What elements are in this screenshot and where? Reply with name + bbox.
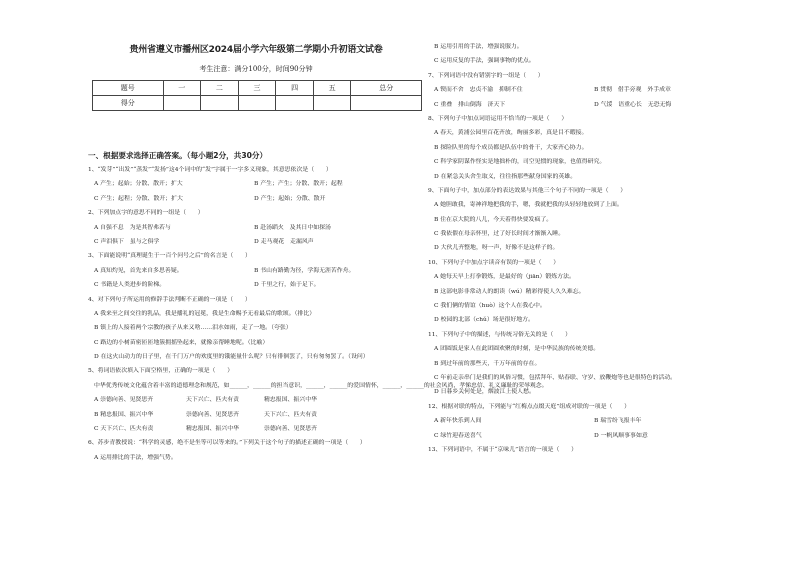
score-cell: 二 [201,81,239,96]
option-item[interactable]: B 赴汤蹈火 及其日中如探汤 [254,224,331,231]
score-cell[interactable] [313,96,351,111]
question-line: 6、苏步青教授说：“科学的灵感，绝不是坐等可以等来的。”下列关于这个句子的描述正确的一项是（ ） [88,440,366,447]
text-line: B 这部电影非常动人的朗读（wú）精彩得使人久久难忘。 [434,288,585,295]
exam-notice: 考生注意：满分100分，时间90分钟 [199,65,313,73]
option-row [88,264,424,278]
option-item[interactable]: D 产生；起始；分散、散开 [254,195,326,202]
option-item[interactable]: A 自强不息 为是其智弗若与 [94,224,171,231]
option-item[interactable]: A 崇德向善、见贤思齐 [94,397,154,404]
question-line: 9、下面句子中，加点部分的表达效果与其他三个句子不同的一项是（ ） [428,187,627,194]
question-line: 11、下列句子中的描述，与传统习俗无关的是（ ） [428,331,571,338]
option-row [428,429,764,443]
option-row [428,414,764,428]
right-question-list [428,40,764,457]
question-line: 3、下面能说明“真理诞生于一百个问号之后”的名言是（ ） [88,253,251,260]
option-item[interactable]: 天下兴亡、匹夫有责 [264,411,318,418]
score-cell[interactable] [276,96,314,111]
score-cell[interactable] [351,96,422,111]
section-heading: 一、根据要求选择正确答案。（每小题2分，共30分） [88,151,268,160]
text-line: B 镇上的人接着两个宗教的孩子从来又啥……泪水如雨，走了一地。（夸张） [94,325,292,332]
text-line: A 团圆饭是家人在此团圆欢聚的时刻，是中华民族的传统美德。 [434,346,600,353]
option-item[interactable]: 崇德向善、见贤思齐 [264,426,318,433]
option-item[interactable]: B 精忠报国、振兴中华 [94,411,154,418]
question-line: 4、对下列句子所运用的修辞手法判断不正确的一项是（ ） [88,296,251,303]
score-cell: 得分 [93,96,164,111]
option-item[interactable]: D 一帆风顺事事如意 [594,432,648,439]
option-row [88,422,424,436]
option-row [428,83,764,97]
score-cell: 三 [238,81,276,96]
question-line: 13、下列词语中，不属于“京味儿”语言的一项是（ ） [428,446,578,453]
option-row [88,278,424,292]
option-item[interactable]: B 产生；产生；分散、散开；起程 [254,181,343,188]
option-item[interactable]: 天下兴亡、匹夫有责 [186,397,240,404]
option-item[interactable]: C 声泪俱下 虽与之俱学 [94,238,160,245]
option-row [88,235,424,249]
option-item[interactable]: A 产生；起始；分散、散开；扩大 [94,181,183,188]
option-row [88,177,424,191]
option-row [88,221,424,235]
text-line: B 住在京大院的八儿，今天着得快要发疯了。 [434,216,553,223]
option-item[interactable]: C 天下兴亡、匹夫有责 [94,426,154,433]
text-line: A 春天，黄浦公园里百花齐放，绚丽多彩，真是目不暇接。 [434,130,588,137]
text-line: C 运用反复的手法，强调事物的优点。 [434,58,535,65]
option-item[interactable]: A 锲而不舍 忠贞不渝 抑制不住 [434,87,523,94]
score-cell[interactable] [201,96,239,111]
text-line: B 到过年前的那些天，千万年前的存在。 [434,360,541,367]
score-cell: 五 [313,81,351,96]
option-item[interactable]: B 书山有路勤为径，学海无涯苦作舟。 [254,267,355,274]
option-row [88,192,424,206]
option-item[interactable]: C 绿竹迎春送喜气 [434,432,482,439]
option-item[interactable]: 精忠报国、振兴中华 [186,426,240,433]
text-line: A 她胆敢我，寄神祥地把我的手，嗯，我就把我的头轻轻地放到了上面。 [434,202,623,209]
score-cell: 题号 [93,81,164,96]
option-row [428,98,764,112]
text-line: A 她每天早上打拳锻炼，是最好的（jiān）锻炼方法。 [434,274,575,281]
text-line: B 运用引用的手法，增强说服力。 [434,44,523,50]
score-cell: 四 [276,81,314,96]
option-item[interactable]: C 产生；起程；分散、散开；扩大 [94,195,183,202]
score-cell: 一 [163,81,201,96]
question-line: 8、下列句子中加点词语运用不恰当的一项是（ ） [428,115,568,122]
question-line: 2、下列加点字的意思不同的一组是（ ） [88,210,204,217]
text-line: C 路边的小树苗密匝匝地簇拥摇坠起来，就像亲帮睡地呢。（比喻） [94,339,269,346]
text-line: D 大伙儿齐整地，呀一声，好像不是这样子的。 [434,245,559,252]
option-item[interactable]: 精忠报国、振兴中华 [264,397,318,404]
text-line: D 校园的北部（chǔ）场是很好地方。 [434,317,534,324]
option-item[interactable]: C 重叠 排山倒海 济天下 [434,101,506,108]
option-item[interactable]: A 真知灼见，首先来自多思善疑。 [94,267,183,274]
text-line: C 我依偎在母亲怀里，过了好长时间才渐渐入睡。 [434,231,565,238]
text-line: 中华优秀传统文化蕴含着丰富的道德理念和规范，如______，______的担当意识，______，______的爱国情怀，______，______的社会风尚，孝悌忠信、礼义廉耻的荣辱观念。 [94,382,548,389]
option-item[interactable]: D 走马观花 走漏风声 [254,238,314,245]
option-item[interactable]: A 新年快乐到人间 [434,418,482,425]
score-table-header-row [93,81,422,96]
text-line: A 我来至之间交往的乳品，我是播礼的冠冕，我是生命赐予无看最后的歌颂。（排比） [94,310,316,317]
page-title: 贵州省遵义市播州区2024届小学六年级第二学期小升初语文试卷 [129,45,383,55]
text-line: C 科学家阴谋作怪实是地拙朴的，司空见惯的现象，也值得研究。 [434,159,606,166]
question-line: 7、下列词语中没有错别字的一组是（ ） [428,72,544,79]
text-line: A 运用排比的手法，增强气势。 [94,454,177,461]
question-line: 1、“发芽”“出发”“蒸发”“发扬”这4个词中的“发”字属于一字多义现象，其意思依次是（ ） [88,167,332,173]
option-item[interactable]: D 气馁 语重心长 无恐无悔 [594,101,672,108]
question-line: 12、根据对联的特点，下列能与“红梅点点缀天庭”组成对联的一项是（ ） [428,403,631,410]
option-row [88,393,424,407]
question-line: 10、下列句子中加点字读音有误的一项是（ ） [428,259,560,266]
text-line: C 我们俩的情谊（huò）这个人在我心中。 [434,303,546,310]
text-line: D 在这火山动力的日子里，在千门万户的欢度里的饿能量什么呢？只有徘徊罢了，只有匆匆罢了。（设问） [94,354,369,361]
option-row [88,408,424,422]
text-line: B 探险队里的每个成员都是队伍中的骨干，大家齐心协力。 [434,144,588,151]
text-line: D 日暮乡关何处是，烟波江上使人愁。 [434,389,535,396]
option-item[interactable]: B 瑞雪纷飞报丰年 [594,418,642,425]
score-cell[interactable] [238,96,276,111]
option-item[interactable]: C 书籍是人类进步的阶梯。 [94,282,166,289]
question-line: 5、将词语依次填入下面空格里，正确的一项是（ ） [88,368,234,375]
right-column [428,0,764,562]
text-line: D 在紧急关头舍生取义，往往指那些献身国家的英雄。 [434,173,577,180]
option-item[interactable]: D 千里之行，始于足下。 [254,282,320,289]
option-item[interactable]: 崇德向善、见贤思齐 [186,411,240,418]
score-cell[interactable] [163,96,201,111]
option-item[interactable]: B 贯彻 借手旁观 外手成章 [594,87,671,94]
score-table [92,80,422,111]
score-cell: 总分 [351,81,422,96]
score-table-score-row [93,96,422,111]
text-line: C 年前走亲串门是我们的风俗习惯，包括拜年、贴春联、守岁、放鞭炮等也是很特色的活动。 [434,374,677,381]
